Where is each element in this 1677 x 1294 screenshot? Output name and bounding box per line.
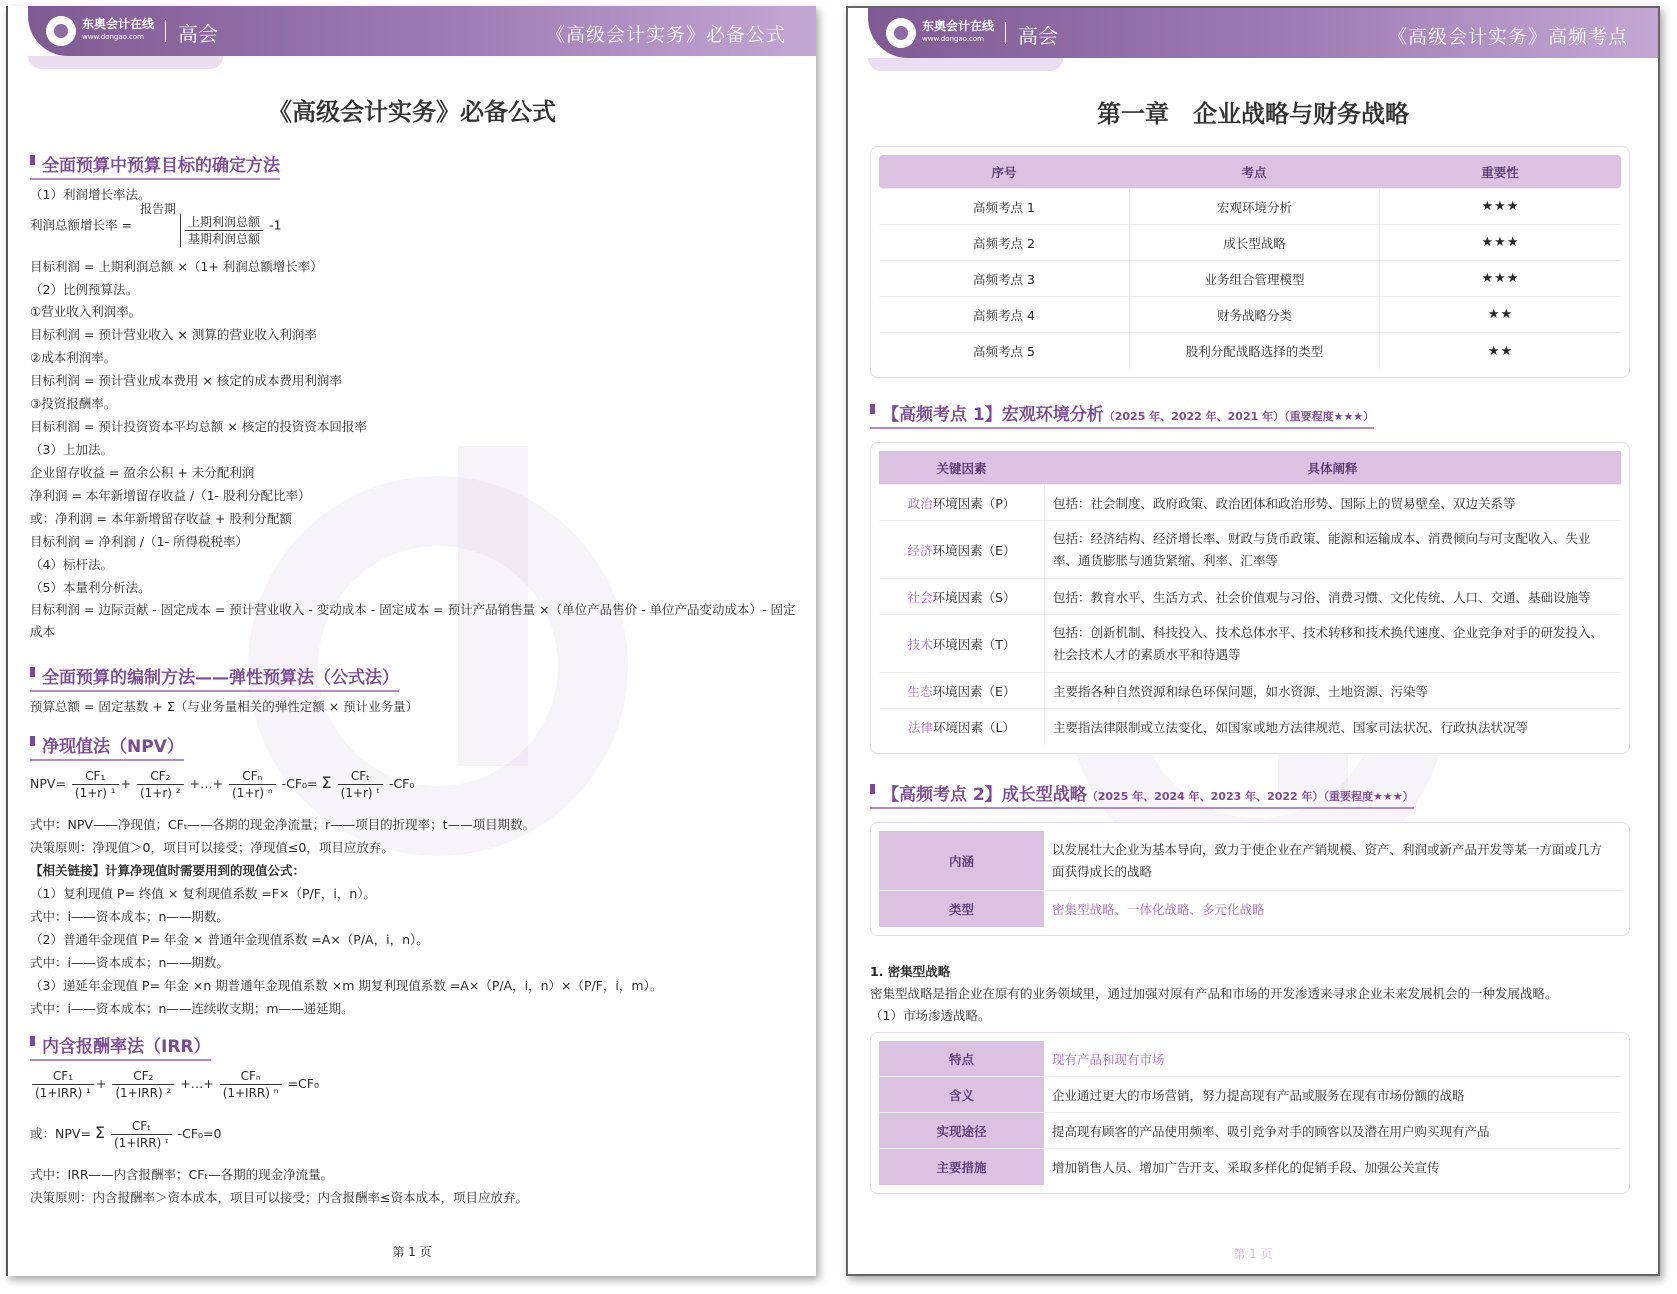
npv-formula: NPV= $\frac{\text{CF₁}}{\text{(1+r) ¹}}$ + $\frac{\text{CF₂}}{\text{(1+r) ²}}$ +…+ $\frac{\text{CFₙ}}{\text{(1+r) ⁿ}}$ -CF₀= Σ $\frac{\text{CFₜ}}{\text{(1+r) ᵗ}}$ -CF₀ (30, 769, 415, 800)
section-macro-environment: 【高频考点 1】宏观环境分析（2025 年、2022 年、2021 年）（重要程度★★★） (870, 400, 1374, 429)
text-line: （5）本量利分析法。 (30, 580, 151, 595)
brand-name: 东奥会计在线 www.dongao.com (922, 19, 995, 43)
brand-name: 东奥会计在线 www.dongao.com (82, 17, 155, 41)
row-label: 主要措施 (879, 1149, 1044, 1185)
page-header (28, 6, 816, 56)
column-header: 考点 (1241, 164, 1267, 180)
section-flexible-budget: 全面预算的编制方法——弹性预算法（公式法） (30, 663, 399, 692)
table-row (879, 485, 1621, 521)
page-key-points (846, 6, 1660, 1276)
section-npv: 净现值法（NPV） (30, 732, 184, 761)
importance-stars: ★★★ (1379, 189, 1621, 224)
table-row (879, 673, 1621, 709)
importance-stars: ★★ (1379, 297, 1621, 332)
table-row (879, 615, 1621, 673)
factor-label: 生态 环境因素（E） (907, 683, 1016, 699)
table-row (879, 831, 1621, 891)
factor-label: 政治 环境因素（P） (907, 495, 1016, 511)
page-number: 第 1 页 (392, 1245, 432, 1259)
chapter-title: 第一章 企业战略与财务战略 (1097, 100, 1409, 128)
table-cell: 高频考点 2 (973, 235, 1035, 251)
factor-label: 经济 环境因素（E） (907, 542, 1016, 558)
header-title: 《高级会计实务》高频考点 (1387, 26, 1628, 48)
table-cell: 高频考点 5 (973, 344, 1035, 359)
text-line: 目标利润 = 预计营业成本费用 × 核定的成本费用利润率 (30, 373, 342, 388)
text-line: 目标利润 = 边际贡献 - 固定成本 = 预计营业收入 - 变动成本 - 固定成本 = 预计产品销售量 ×（单位产品售价 - 单位产品变动成本）- 固定成本 (30, 602, 796, 639)
growth-strategy-table (870, 822, 1630, 936)
text-line: 或：净利润 = 本年新增留存收益 + 股利分配额 (30, 511, 292, 526)
text-line: 目标利润 = 预计营业收入 × 测算的营业收入利润率 (30, 327, 317, 342)
row-value: 增加销售人员、增加广告开支、采取多样化的促销手段、加强公关宣传 (1052, 1160, 1440, 1175)
factor-label: 社会 环境因素（S） (907, 589, 1016, 605)
table-cell: 股利分配战略选择的类型 (1129, 333, 1379, 369)
header-divider (165, 20, 166, 42)
irr-npv-formula: 或：NPV= Σ $\frac{\text{CFₜ}}{\text{(1+IRR) ᵗ}}$ -CF₀=0 (30, 1119, 222, 1150)
row-label: 特点 (879, 1041, 1044, 1076)
table-row (879, 1149, 1621, 1185)
table-cell: 财务战略分类 (1129, 297, 1379, 332)
text-line: （1）市场渗透战略。 (870, 1008, 991, 1023)
table-cell: 宏观环境分析 (1129, 189, 1379, 224)
table-header (879, 155, 1621, 189)
text-line: （2）普通年金现值 P= 年金 × 普通年金现值系数 =A×（P/A，i，n）。 (30, 932, 429, 947)
text-line: 式中：i——资本成本；n——期数。 (30, 955, 229, 970)
text-line: 式中：i——资本成本；n——连续收支期；m——递延期。 (30, 1001, 354, 1016)
market-penetration-table (870, 1032, 1630, 1194)
text-line: 企业留存收益 = 盈余公积 + 未分配利润 (30, 465, 255, 480)
text-line: 目标利润 = 预计投资资本平均总额 × 核定的投资资本回报率 (30, 419, 367, 434)
header-title: 《高级会计实务》必备公式 (545, 24, 786, 46)
row-value: 以发展壮大企业为基本导向，致力于使企业在产销规模、资产、利润或新产品开发等某一方面或几方面获得成长的战略 (1052, 841, 1603, 879)
summary-table (870, 146, 1630, 378)
section-growth-strategy: 【高频考点 2】成长型战略（2025 年、2024 年、2023 年、2022 年）（重要程度★★★） (870, 780, 1414, 809)
text-line: 密集型战略是指企业在原有的业务领域里，通过加强对原有产品和市场的开发渗透来寻求企业未来发展机会的一种发展战略。 (870, 986, 1558, 1001)
row-label: 类型 (879, 891, 1044, 927)
text-line: 式中：i——资本成本；n——期数。 (30, 909, 229, 924)
text-line: （3）递延年金现值 P= 年金 ×n 期普通年金现值系数 ×m 期复利现值系数 =A×（P/A，i，n）×（P/F，i，m）。 (30, 978, 663, 993)
page-formulas (6, 6, 816, 1276)
page-number: 第 1 页 (1233, 1247, 1273, 1261)
column-header: 重要性 (1481, 164, 1519, 180)
column-header: 序号 (991, 164, 1017, 180)
table-cell: 成长型战略 (1129, 225, 1379, 260)
text-line: 目标利润 = 上期利润总额 ×（1+ 利润总额增长率） (30, 259, 323, 274)
subject-label: 高会 (1018, 24, 1058, 48)
section-irr: 内含报酬率法（IRR） (30, 1032, 211, 1061)
factor-detail: 主要指各种自然资源和绿色环保问题，如水资源、土地资源、污染等 (1044, 673, 1621, 708)
table-row (879, 1077, 1621, 1113)
text-line: （2）比例预算法。 (30, 282, 138, 297)
page-header (868, 8, 1658, 58)
row-value: 企业通过更大的市场营销，努力提高现有产品或服务在现有市场份额的战略 (1052, 1087, 1465, 1103)
factor-detail: 包括：教育水平、生活方式、社会价值观与习俗、消费习惯、文化传统、人口、交通、基础设施等 (1044, 579, 1621, 614)
text-line: （3）上加法。 (30, 442, 113, 457)
row-value: 现有产品和现有市场 (1052, 1051, 1165, 1067)
text-line: 预算总额 = 固定基数 + Σ（与业务量相关的弹性定额 × 预计业务量） (30, 699, 419, 714)
text-line: 决策原则：净现值＞0，项目可以接受；净现值≤0，项目应放弃。 (30, 840, 394, 855)
text-line: ①营业收入利润率。 (30, 304, 142, 319)
table-row (879, 189, 1621, 225)
table-row (879, 1041, 1621, 1077)
table-row (879, 709, 1621, 745)
text-line: （4）标杆法。 (30, 557, 113, 572)
column-header: 具体阐释 (1307, 460, 1358, 476)
factor-label: 技术 环境因素（T） (907, 636, 1016, 652)
table-cell: 业务组合管理模型 (1129, 261, 1379, 296)
table-row (879, 891, 1621, 927)
row-label: 含义 (879, 1077, 1044, 1112)
factor-detail: 包括：经济结构、经济增长率、财政与货币政策、能源和运输成本、消费倾向与可支配收入、失业率、通货膨胀与通货紧缩、利率、汇率等 (1044, 521, 1621, 578)
text-line: 式中：NPV——净现值；CFₜ——各期的现金净流量；r——项目的折现率；t——项目期数。 (30, 817, 536, 832)
table-cell: 高频考点 4 (973, 307, 1035, 323)
text-line: （1）复利现值 P= 终值 × 复利现值系数 =F×（P/F，i，n）。 (30, 886, 377, 901)
header-tab (28, 56, 223, 69)
text-line: 净利润 = 本年新增留存收益 /（1- 股利分配比率） (30, 488, 311, 503)
importance-stars: ★★ (1379, 333, 1621, 369)
table-header (879, 451, 1621, 485)
text-line: 式中：IRR——内含报酬率；CFₜ—各期的现金净流量。 (30, 1167, 334, 1182)
section-budget-target: 全面预算中预算目标的确定方法 (30, 151, 280, 180)
column-header: 关键因素 (936, 460, 987, 476)
brand-logo (886, 18, 916, 48)
factor-detail: 主要指法律限制或立法变化，如国家或地方法律规范、国家司法状况、行政执法状况等 (1044, 709, 1621, 745)
irr-formula: $\frac{\text{CF₁}}{\text{(1+IRR) ¹}}$ + $\frac{\text{CF₂}}{\text{(1+IRR) ²}}$ +…+ $\frac{\text{CFₙ}}{\text{(1+IRR) ⁿ}}$ =CF₀ (30, 1068, 319, 1108)
row-value: 提高现有顾客的产品使用频率、吸引竞争对手的顾客以及潜在用户购买现有产品 (1052, 1123, 1490, 1139)
table-row (879, 333, 1621, 369)
factor-detail: 包括：创新机制、科技投入、技术总体水平、技术转移和技术换代速度、企业竞争对手的研发投入、社会技术人才的素质水平和待遇等 (1044, 615, 1621, 672)
text-line: 决策原则：内含报酬率＞资本成本，项目可以接受；内含报酬率≤资本成本，项目应放弃。 (30, 1190, 528, 1205)
subject-label: 高会 (178, 22, 218, 46)
table-row (879, 521, 1621, 579)
subheading: 1. 密集型战略 (870, 964, 951, 979)
row-label: 实现途径 (879, 1113, 1044, 1148)
environment-table (870, 442, 1630, 754)
text-line: ③投资报酬率。 (30, 396, 117, 411)
table-row (879, 261, 1621, 297)
table-row (879, 579, 1621, 615)
text-line: （1）利润增长率法。 (30, 187, 151, 202)
table-row (879, 1113, 1621, 1149)
row-label: 内涵 (879, 831, 1044, 890)
table-cell: 高频考点 3 (973, 271, 1035, 287)
importance-stars: ★★★ (1379, 225, 1621, 260)
factor-label: 法律 环境因素（L） (908, 720, 1015, 735)
text-line: 目标利润 = 净利润 /（1- 所得税税率） (30, 534, 249, 549)
related-link: 【相关链接】计算净现值时需要用到的现值公式： (30, 863, 306, 878)
table-cell: 高频考点 1 (973, 199, 1035, 215)
table-row (879, 297, 1621, 333)
page-title: 《高级会计实务》必备公式 (268, 98, 556, 126)
growth-rate-formula: 利润总额增长率 = 报告期 $\frac{\text{上期利润总额}}{\text{基期利润总额}}$ -1 (30, 202, 282, 246)
header-divider (1005, 22, 1006, 44)
table-row (879, 225, 1621, 261)
header-tab (868, 58, 1063, 71)
brand-logo (46, 16, 76, 46)
importance-stars: ★★★ (1379, 261, 1621, 296)
text-line: ②成本利润率。 (30, 350, 117, 365)
row-value: 密集型战略、一体化战略、多元化战略 (1052, 902, 1265, 917)
factor-detail: 包括：社会制度、政府政策、政治团体和政治形势、国际上的贸易壁垒、双边关系等 (1044, 485, 1621, 520)
